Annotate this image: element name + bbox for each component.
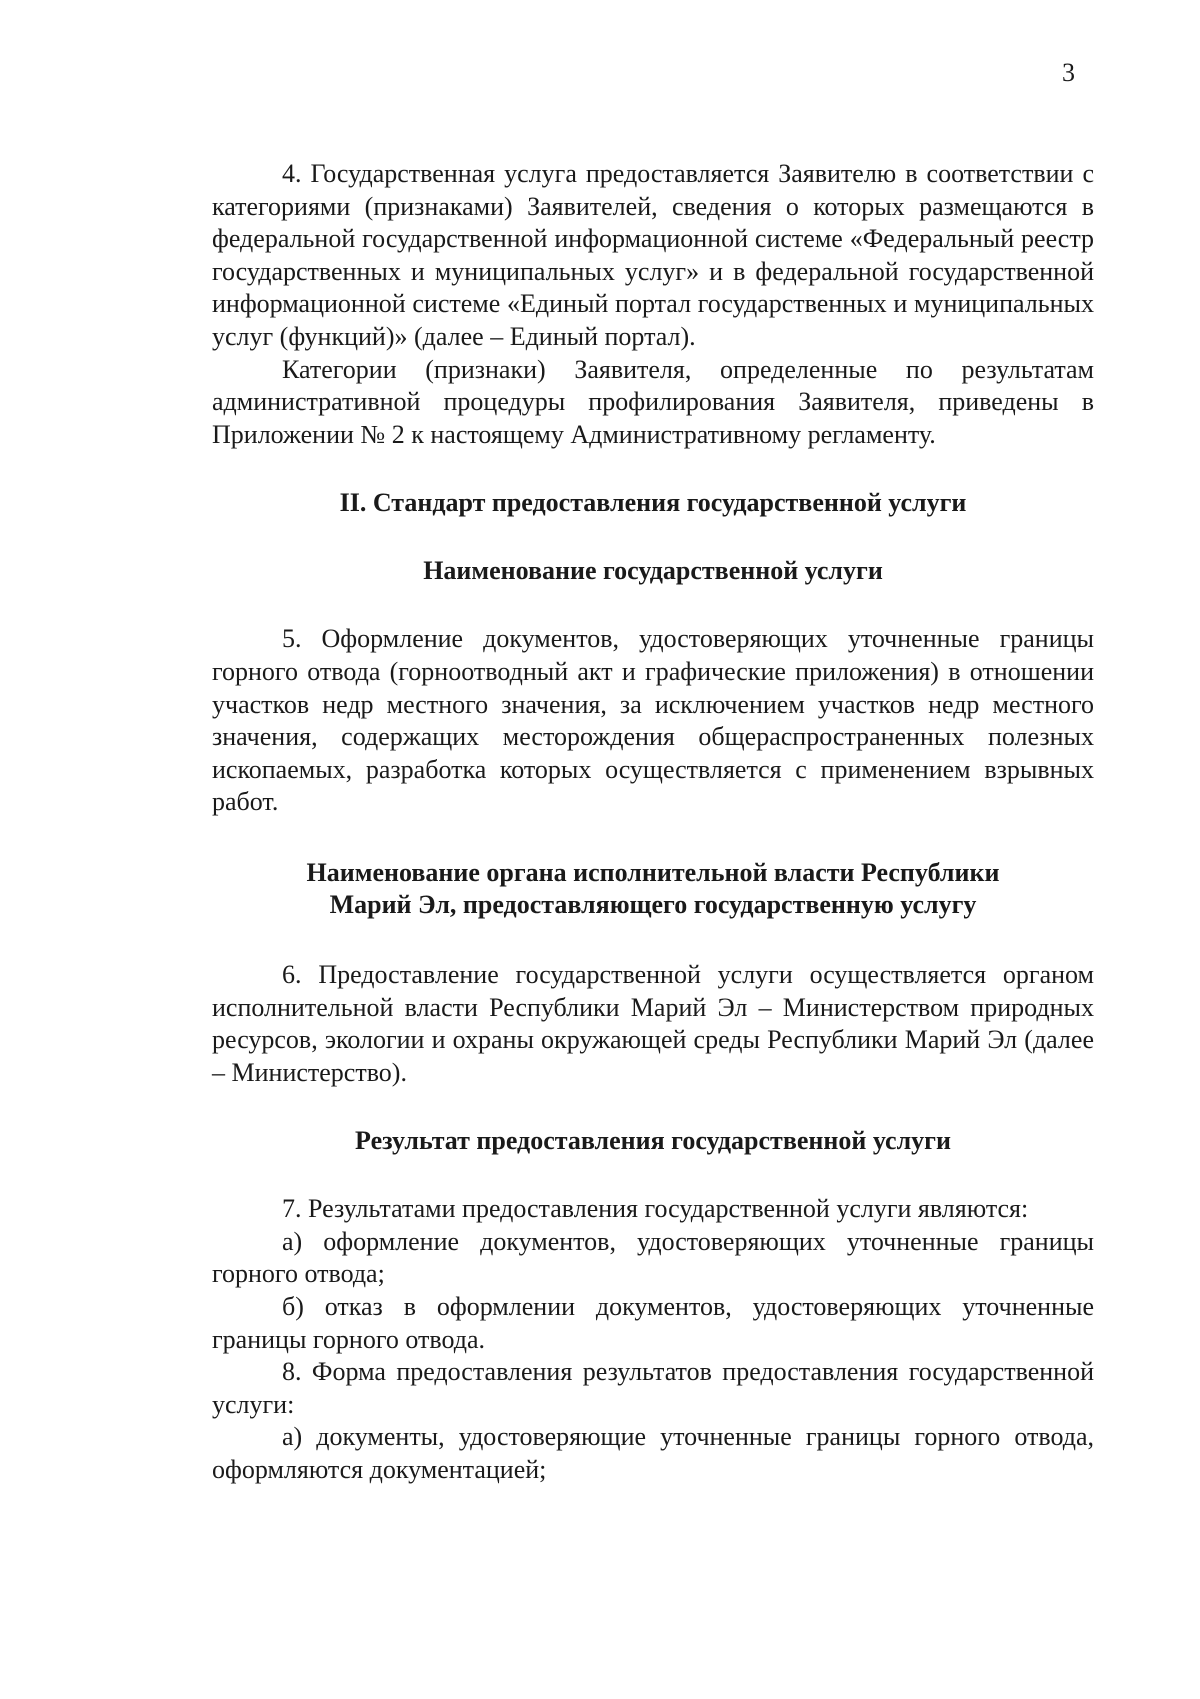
paragraph-4-categories: Категории (признаки) Заявителя, определенные по результатам административной процедуры профилирования Заявителя, приведены в Приложении № 2 к настоящему Административному регламенту.	[212, 354, 1094, 449]
paragraph-8: 8. Форма предоставления результатов предоставления государственной услуги:	[212, 1357, 1094, 1419]
heading-organ	[212, 857, 1094, 921]
paragraph-4: 4. Государственная услуга предоставляется Заявителю в соответствии с категориями (признаками) Заявителей, сведения о которых размещаются в федеральной государственной информационной системе «Федеральный реестр государственных и муниципальных услуг» и в федеральной государственной информационной системе «Единый портал государственных и муниципальных услуг (функций)» (далее – Единый портал).	[212, 159, 1094, 351]
heading-organ-line-2: Марий Эл, предоставляющего государственную услугу	[329, 889, 977, 919]
heading-result: Результат предоставления государственной услуги	[355, 1126, 951, 1156]
paragraph-7: 7. Результатами предоставления государственной услуги являются:	[282, 1194, 1029, 1224]
paragraph-5: 5. Оформление документов, удостоверяющих уточненные границы горного отвода (горноотводный акт и графические приложения) в отношении участков недр местного значения, за исключением участков недр местного значения, содержащих месторождения общераспространенных полезных ископаемых, разработка которых осуществляется с применением взрывных работ.	[212, 624, 1094, 817]
heading-service-name: Наименование государственной услуги	[423, 556, 883, 586]
heading-organ-line-1: Наименование органа исполнительной власти Республики	[306, 857, 1000, 887]
paragraph-8a: а) документы, удостоверяющие уточненные границы горного отвода, оформляются документацией;	[212, 1422, 1094, 1485]
section-title: II. Стандарт предоставления государственной услуги	[339, 488, 967, 518]
paragraph-6: 6. Предоставление государственной услуги осуществляется органом исполнительной власти Республики Марий Эл – Министерством природных ресурсов, экологии и охраны окружающей среды Республики Марий Эл (далее – Министерство).	[212, 959, 1094, 1087]
paragraph-7a: а) оформление документов, удостоверяющих уточненные границы горного отвода;	[212, 1226, 1094, 1289]
document-body	[212, 158, 1094, 1487]
paragraph-7b: б) отказ в оформлении документов, удостоверяющих уточненные границы горного отвода.	[212, 1292, 1094, 1354]
page-number: 3	[1062, 58, 1075, 87]
